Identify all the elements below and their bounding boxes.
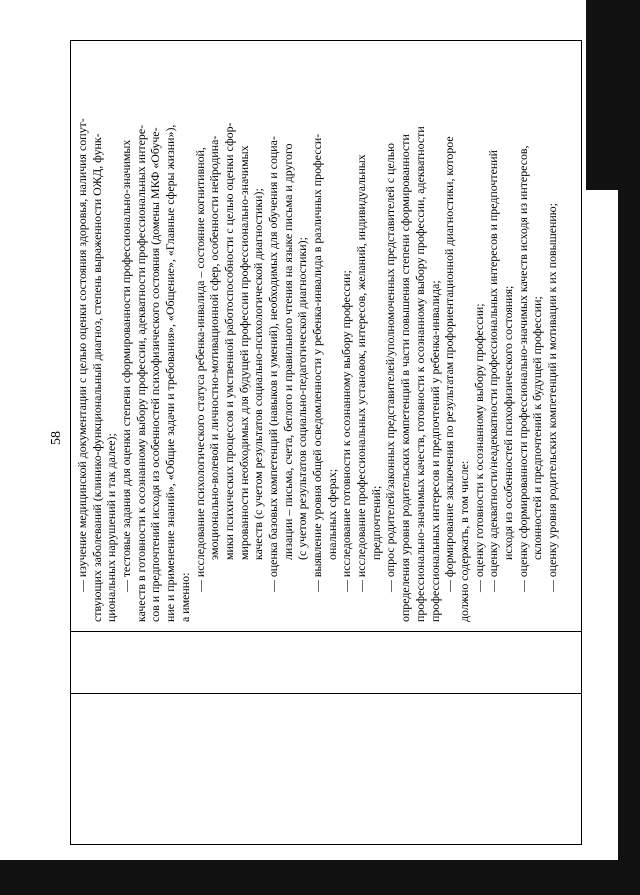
text-line: (с учетом результатов социально-педагогической диагностики); [295,237,310,560]
text-line: ональных сферах; [324,468,339,560]
text-line: исходя из особенностей психофизического состояния; [500,285,515,560]
text-line: — опрос родителей/законных представителей/уполномоченных представителей с целью [383,142,398,592]
text-line: качеств (с учетом результатов социально-психологической диагностики); [251,188,266,560]
text-line: эмоционально-волевой и личностно-мотивационной сфер, особенности нейродина- [207,135,222,560]
text-line: — выявление уровня общей осведомленности у ребенка-инвалида в различных професси- [310,133,324,592]
text-line: профессиональных интересов и предпочтений у ребенка-инвалида; [427,280,442,622]
table-column-divider [71,693,581,694]
text-line: мированности необходимых для будущей профессии профессионально-значимых [236,145,251,560]
text-line: профессионально-значимых качеств, готовности к осознанному выбору профессии, адекватности [412,126,427,622]
text-line: предпочтений; [368,485,383,560]
text-line: — оценку уровня родительских компетенций и мотивации к их повышению; [545,203,559,592]
text-line: — исследование психологического статуса ребенка-инвалида – состояние когнитивной, [192,147,207,592]
text-line: — исследование профессиональных установок, интересов, желаний, индивидуальных [354,154,369,592]
rotated-content [70,40,582,845]
text-line: — формирование заключения по результатам профориентационной диагностики, которое [442,136,457,592]
page-number: 58 [49,431,64,445]
table-column-divider [71,631,581,632]
text-line: — оценку сформированности профессионально-значимых качеств исходя из интересов, [515,145,530,592]
text-line: сов и предпочтений исходя из особенностей психофизического состояния (домены МКФ «Обуче- [148,127,163,622]
text-line: ние и применение знаний», «Общие задачи и требования», «Общение», «Главные сферы жизни»), [163,124,178,622]
text-line: а именно: [177,572,192,622]
text-line: — исследование готовности к осознанному выбору профессии; [339,270,354,592]
text-line: — оценку готовности к осознанному выбору профессии; [471,303,486,592]
text-line: циональных нарушений и так далее); [104,433,119,622]
text-line: — оценка базовых компетенций (навыков и умений), необходимых для обучения и социа- [265,136,280,592]
text-line: — оценку адекватности/неадекватности профессиональных интересов и предпочтений [486,150,501,592]
text-line: склонностей и предпочтений к будущей профессии; [530,296,545,560]
text-line: лизации – письма, счета, беглого и правильного чтения на языке письма и другого [280,143,295,560]
text-line: — тестовые задания для оценки степени сформированности профессионально-значимых [119,139,134,592]
scanner-edge-corner [586,0,640,190]
table-cell-text [75,44,579,622]
text-line: определения уровня родительских компетенций в части повышения степени сформированности [398,134,413,622]
text-line: ствующих заболеваний (клинико-функциональный диагноз, степень выраженности ОЖД, функ- [89,133,104,622]
text-line: — изучение медицинской документации с целью оценки состояния здоровья, наличия сопут- [75,118,89,592]
document-table [70,40,582,845]
text-line: должно содержать, в том числе: [456,460,471,622]
scanner-edge-bottom [0,860,640,895]
text-line: качеств в готовности к осознанному выбору профессии, адекватности профессиональных интере- [133,124,148,622]
text-line: мики психических процессов и умственной работоспособности с целью оценки сфор- [221,122,236,560]
